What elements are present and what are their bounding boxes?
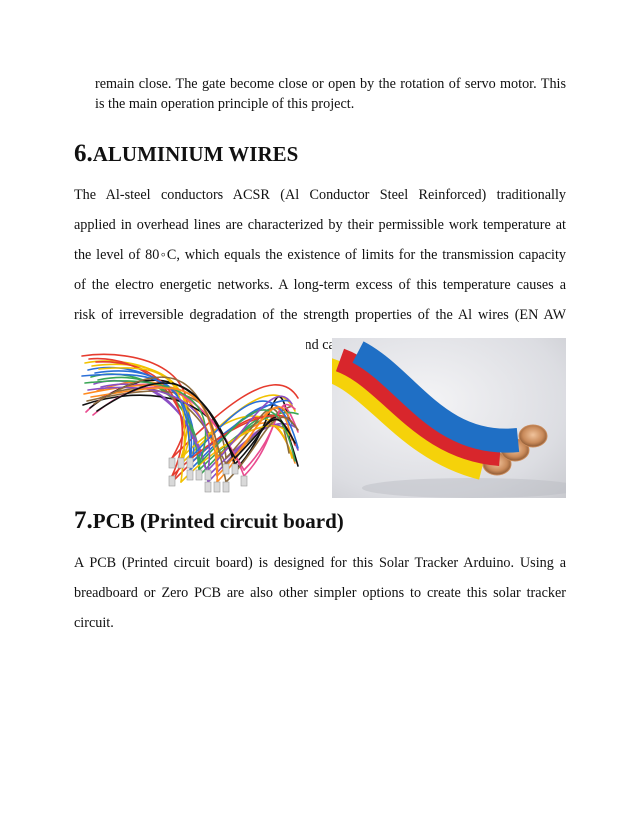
wire-connector [187, 458, 193, 468]
wire-connector [232, 464, 238, 474]
wire-connector [223, 464, 229, 474]
section-7-paragraph [74, 548, 566, 638]
intro-line: remain close. The gate become close or open by the rotation of servo motor. This [95, 76, 566, 92]
section-7-title: PCB (Printed circuit board) [92, 509, 344, 533]
section-6-line: The Al-steel conductors ACSR (Al Conductor Steel Reinforced) traditionally [74, 187, 566, 203]
section-6-heading [74, 140, 298, 168]
wire-connector [241, 476, 247, 486]
insulated-cables-illustration [332, 338, 566, 498]
jumper-wires-image [74, 338, 306, 498]
wire-connector [214, 482, 220, 492]
wire-connector [169, 458, 175, 468]
section-7-number: 7. [74, 507, 93, 534]
section-7-line: A PCB (Printed circuit board) is designed for this Solar Tracker Arduino. Using a [74, 555, 566, 571]
wire-connector [223, 482, 229, 492]
wire-strand [88, 368, 194, 470]
section-6-title: ALUMINIUM WIRES [92, 142, 299, 166]
jumper-wires-illustration [74, 338, 306, 498]
section-7-line: circuit. [74, 615, 114, 631]
insulated-cables-image [332, 338, 566, 498]
section-6-number: 6. [74, 140, 93, 167]
section-6-paragraph [74, 180, 566, 360]
intro-paragraph [95, 74, 566, 114]
section-7-line: breadboard or Zero PCB are also other simpler options to create this solar tracker [74, 585, 566, 601]
section-6-line: of the electro energetic networks. A long-term excess of this temperature causes a [74, 277, 566, 293]
section-6-line: applied in overhead lines are characterized by their permissible work temperature at [74, 217, 566, 233]
section-6-line: the level of 80◦C, which equals the existence of limits for the transmission capacity [74, 247, 566, 263]
section-7-heading [74, 507, 344, 535]
wire-connector [196, 470, 202, 480]
intro-line: is the main operation principle of this project. [95, 96, 355, 112]
section-6-line: risk of irreversible degradation of the strength properties of the Al wires (EN AW [74, 307, 566, 323]
wire-connector [178, 458, 184, 468]
wire-connector [169, 476, 175, 486]
wire-connector [205, 482, 211, 492]
wire-connector [187, 470, 193, 480]
cable-shadow [362, 478, 566, 498]
wire-connector [205, 470, 211, 480]
copper-core [519, 425, 547, 447]
section-6-line: and [298, 337, 319, 353]
